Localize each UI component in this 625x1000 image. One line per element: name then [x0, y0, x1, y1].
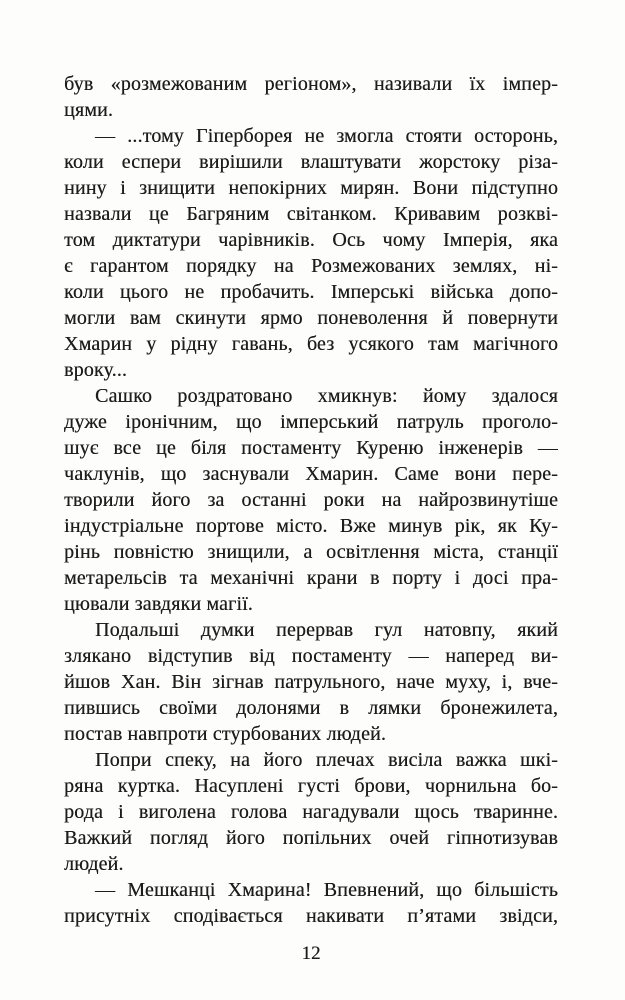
- text-line: Важкий погляд його попільних очей гіпнотизував: [64, 827, 558, 849]
- text-line: дуже іронічним, що імперський патруль проголо-: [64, 411, 558, 433]
- text-line: Попри спеку, на його плечах висіла важка шкі-: [95, 749, 558, 771]
- text-line: йшов Хан. Він зігнав патрульного, наче муху, і, вче-: [64, 671, 558, 693]
- text-line: Сашко роздратовано хмикнув: йому здалося: [95, 385, 558, 407]
- page-text: [64, 71, 558, 929]
- text-line: рода і виголена голова нагадували щось тваринне.: [64, 801, 558, 823]
- text-line: шує все це біля постаменту Куреню інженерів —: [64, 437, 558, 459]
- text-line: злякано відступив від постаменту — наперед ви-: [64, 645, 558, 667]
- text-line: коли цього не пробачить. Імперські війська допо-: [64, 281, 558, 303]
- text-line: назвали це Багряним світанком. Кривавим розкві-: [64, 203, 558, 225]
- text-line: том диктатури чарівників. Ось чому Імперія, яка: [64, 229, 558, 251]
- text-line: коли еспери вирішили влаштувати жорстоку різа-: [64, 151, 558, 173]
- text-line: — Мешканці Хмарина! Впевнений, що більшість: [95, 879, 558, 901]
- text-line: Подальші думки перервав гул натовпу, який: [95, 619, 558, 641]
- text-line: пившись своїми долонями в лямки бронежилета,: [64, 697, 558, 719]
- text-line: цями.: [64, 99, 114, 121]
- text-line: рінь повністю знищили, а освітлення міста, станції: [64, 541, 558, 563]
- text-line: метарельсів та механічні крани в порту і досі пра-: [64, 567, 558, 589]
- text-line: індустріальне портове місто. Вже минув рік, як Ку-: [64, 515, 558, 537]
- text-line: могли вам скинути ярмо поневолення й повернути: [64, 307, 558, 329]
- text-line: ряна куртка. Насуплені густі брови, чорнильна бо-: [64, 775, 558, 797]
- text-line: цювали завдяки магії.: [64, 593, 253, 615]
- text-line: Хмарин у рідну гавань, без усякого там магічного: [64, 333, 558, 355]
- text-line: присутніх сподівається накивати п’ятами звідси,: [64, 905, 558, 927]
- text-line: людей.: [64, 853, 124, 875]
- page-number: 12: [301, 943, 321, 964]
- text-line: є гарантом порядку на Розмежованих землях, ні-: [64, 255, 558, 277]
- text-line: — ...тому Гіперборея не змогла стояти осторонь,: [95, 125, 558, 147]
- text-line: був «розмежованим регіоном», називали їх імпер-: [64, 73, 558, 95]
- text-line: постав навпроти стурбованих людей.: [64, 723, 387, 745]
- text-line: нину і знищити непокірних мирян. Вони підступно: [64, 177, 558, 199]
- text-line: чаклунів, що заснували Хмарин. Саме вони пере-: [64, 463, 558, 485]
- text-line: творили його за останні роки на найрозвинутіше: [64, 489, 558, 511]
- text-line: вроку...: [64, 359, 128, 381]
